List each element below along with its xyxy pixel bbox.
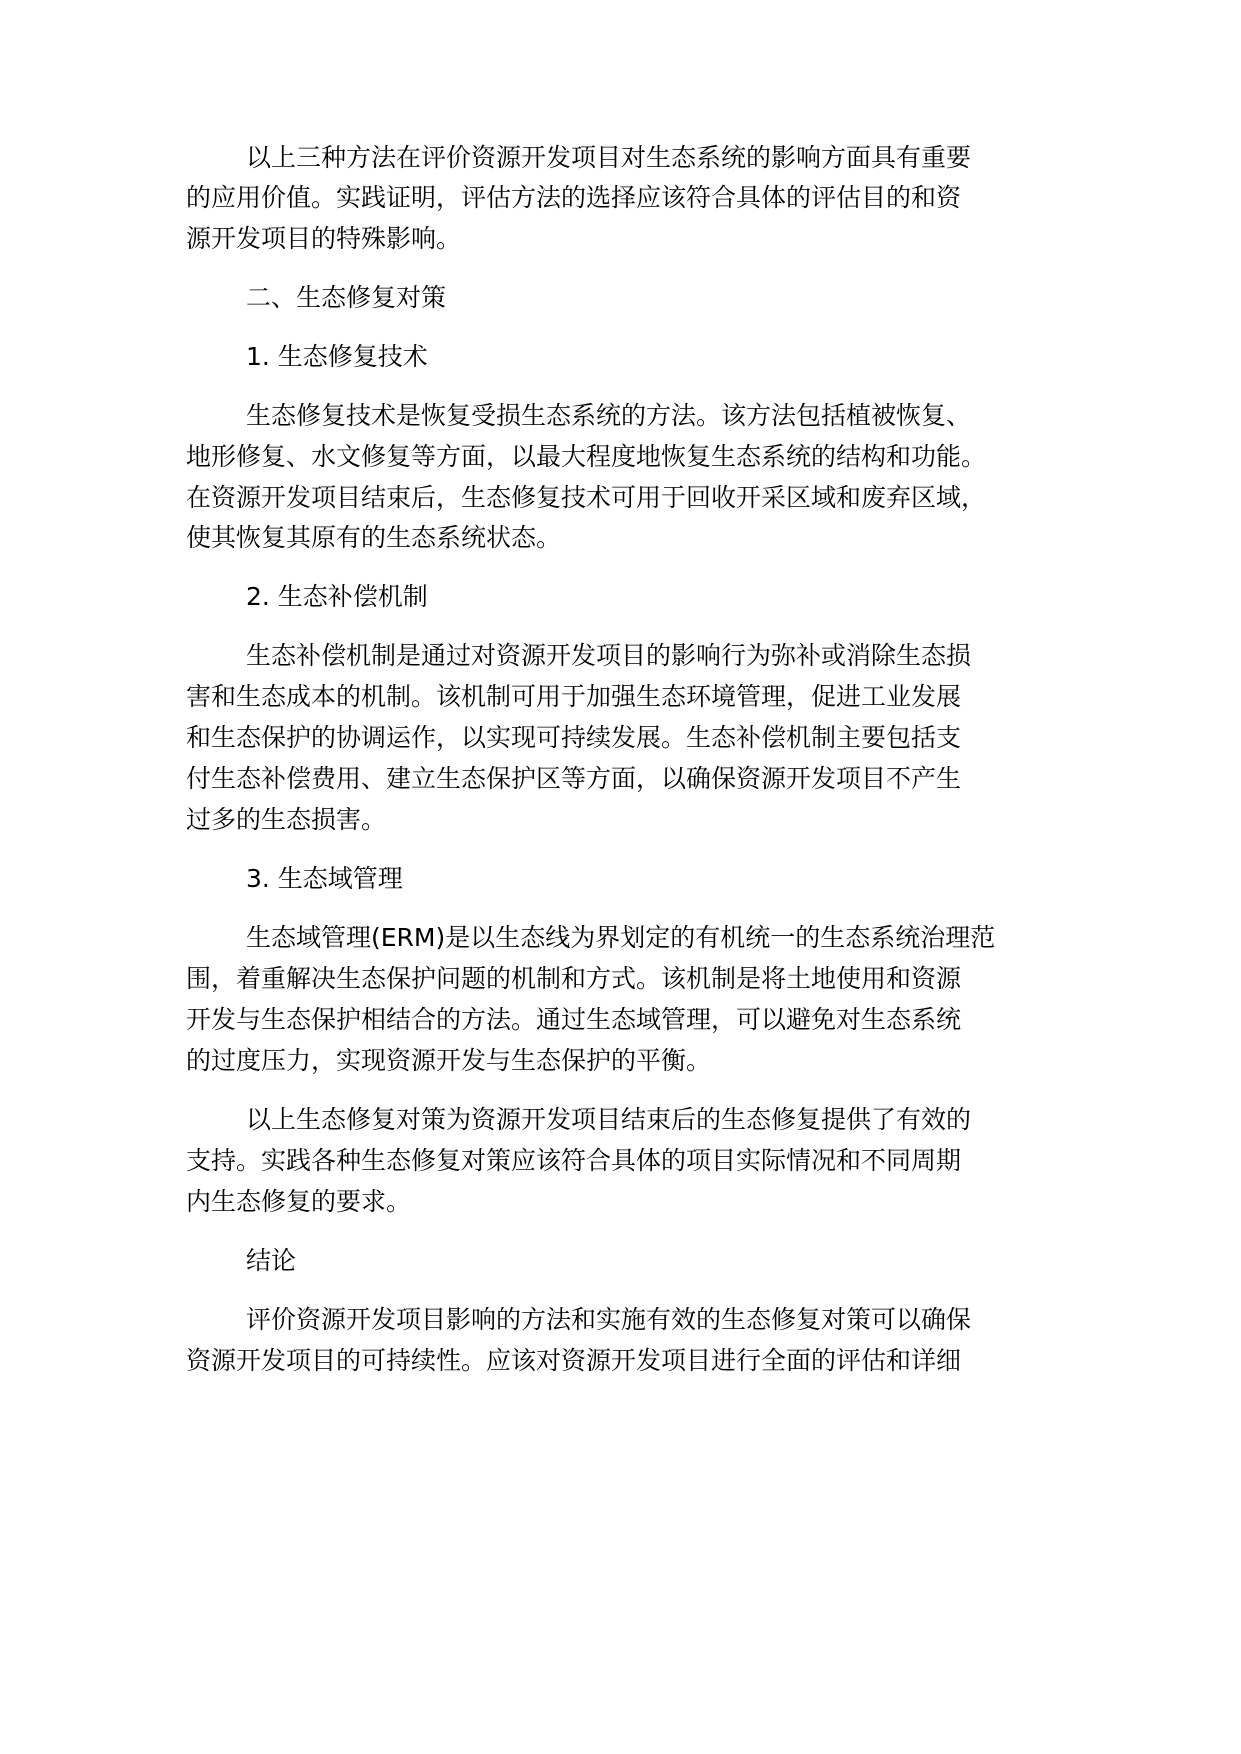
paragraph-line: 的过度压力，实现资源开发与生态保护的平衡。: [186, 1046, 712, 1075]
paragraph-line: 评价资源开发项目影响的方法和实施有效的生态修复对策可以确保: [246, 1305, 972, 1334]
paragraph-line: 开发与生态保护相结合的方法。通过生态域管理，可以避免对生态系统: [186, 1005, 962, 1034]
paragraph-line: 以上生态修复对策为资源开发项目结束后的生态修复提供了有效的: [246, 1105, 972, 1134]
subsection-heading: 3. 生态域管理: [246, 864, 403, 893]
paragraph-line: 生态域管理(ERM)是以生态线为界划定的有机统一的生态系统治理范: [246, 923, 996, 952]
paragraph-line: 内生态修复的要求。: [186, 1187, 412, 1216]
subsection-heading: 1. 生态修复技术: [246, 342, 428, 371]
paragraph-line: 资源开发项目的可持续性。应该对资源开发项目进行全面的评估和详细: [186, 1346, 962, 1375]
conclusion-heading: 结论: [246, 1246, 297, 1275]
paragraph-line: 支持。实践各种生态修复对策应该符合具体的项目实际情况和不同周期: [186, 1146, 962, 1175]
paragraph-line: 在资源开发项目结束后，生态修复技术可用于回收开采区域和废弃区域，: [186, 483, 987, 512]
section-heading: 二、生态修复对策: [246, 283, 447, 312]
paragraph-line: 地形修复、水文修复等方面，以最大程度地恢复生态系统的结构和功能。: [186, 442, 987, 471]
paragraph-line: 围，着重解决生态保护问题的机制和方式。该机制是将土地使用和资源: [186, 964, 962, 993]
paragraph-line: 付生态补偿费用、建立生态保护区等方面，以确保资源开发项目不产生: [186, 764, 962, 793]
subsection-heading: 2. 生态补偿机制: [246, 582, 428, 611]
paragraph-line: 源开发项目的特殊影响。: [186, 224, 462, 253]
paragraph-line: 的应用价值。实践证明，评估方法的选择应该符合具体的评估目的和资: [186, 183, 962, 212]
paragraph-line: 使其恢复其原有的生态系统状态。: [186, 523, 562, 552]
paragraph-line: 生态修复技术是恢复受损生态系统的方法。该方法包括植被恢复、: [246, 401, 972, 430]
paragraph-line: 过多的生态损害。: [186, 805, 387, 834]
paragraph-line: 以上三种方法在评价资源开发项目对生态系统的影响方面具有重要: [246, 143, 972, 172]
paragraph-line: 生态补偿机制是通过对资源开发项目的影响行为弥补或消除生态损: [246, 641, 972, 670]
paragraph-line: 害和生态成本的机制。该机制可用于加强生态环境管理，促进工业发展: [186, 682, 962, 711]
paragraph-line: 和生态保护的协调运作，以实现可持续发展。生态补偿机制主要包括支: [186, 723, 962, 752]
